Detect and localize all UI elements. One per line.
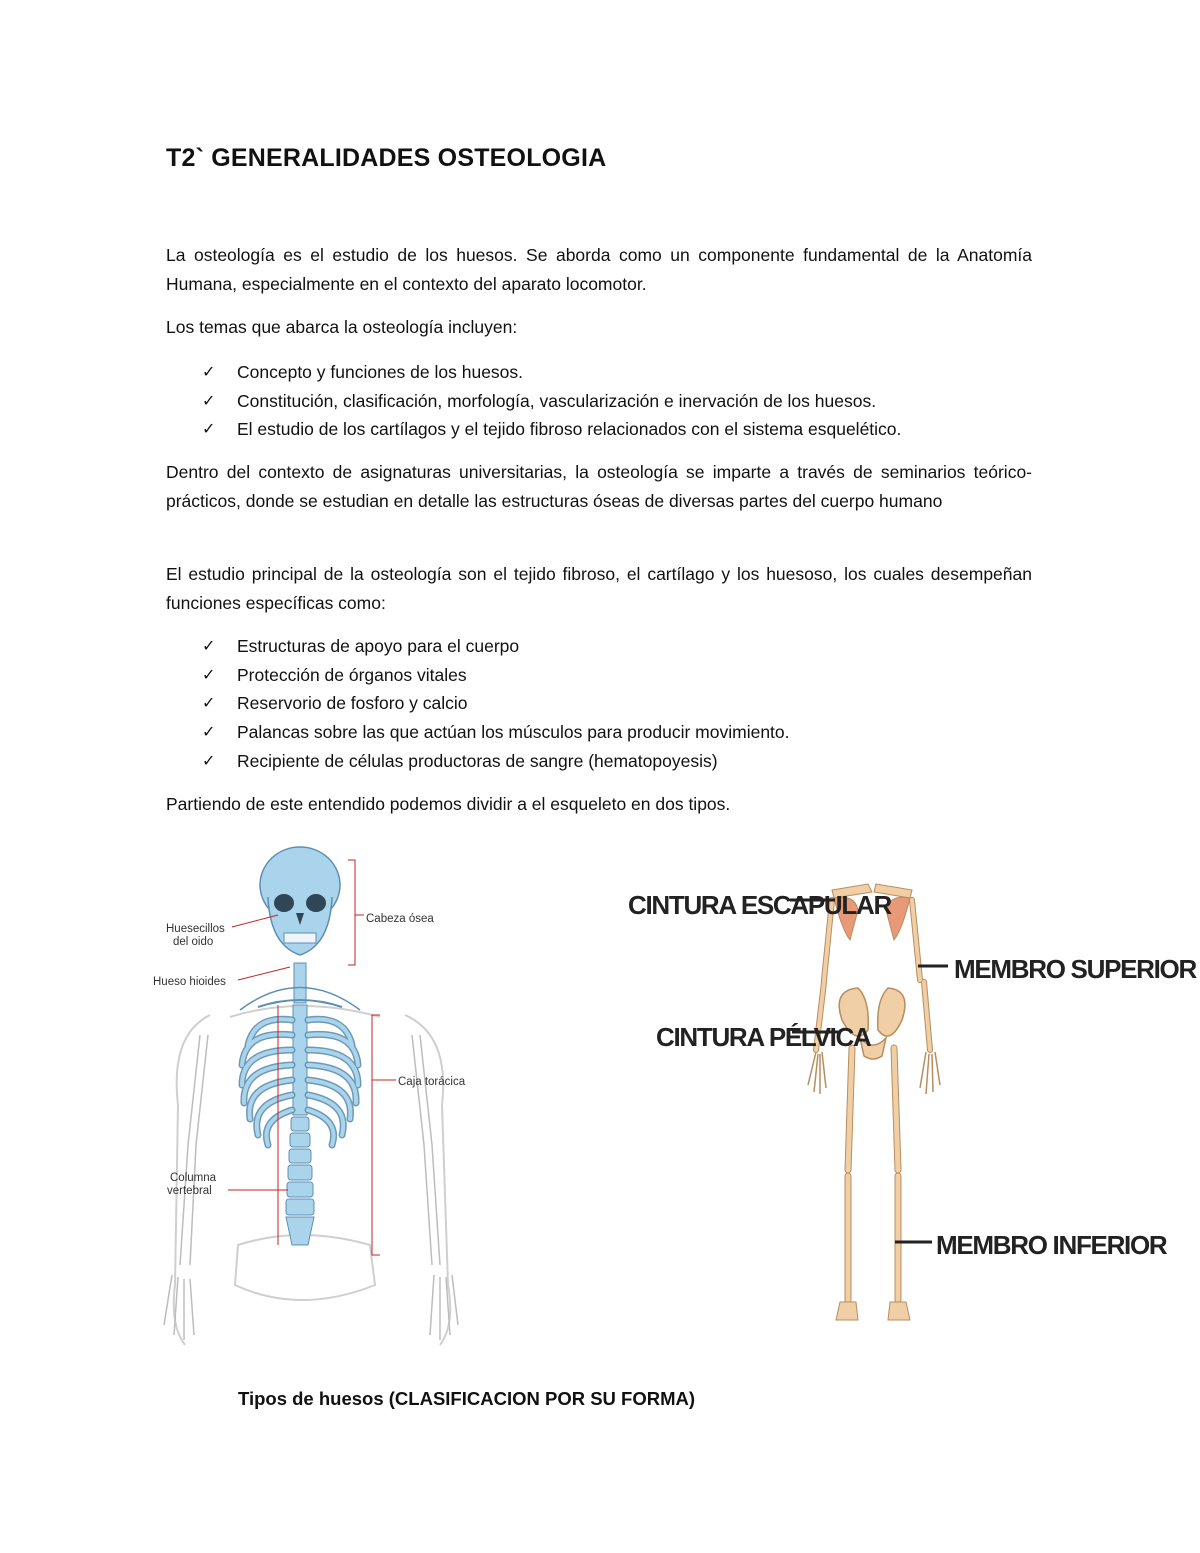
topic-text: Concepto y funciones de los huesos. (237, 362, 524, 382)
function-text: Estructuras de apoyo para el cuerpo (237, 636, 520, 656)
label-pointers (790, 900, 948, 1242)
page-title: T2` GENERALIDADES OSTEOLOGIA (166, 144, 607, 172)
label-hueso-hioides: Hueso hioides (153, 976, 226, 988)
list-item (166, 415, 1046, 444)
check-icon: ✓ (202, 722, 216, 742)
topics-lead: Los temas que abarca la osteología incluyen: (166, 317, 518, 337)
feet (836, 1302, 910, 1320)
label-del-oido: del oido (173, 936, 214, 948)
list-item (166, 358, 1046, 387)
function-text: Protección de órganos vitales (237, 664, 467, 685)
check-icon: ✓ (202, 390, 216, 410)
label-cintura-pelvica: CINTURA PÉLVICA (656, 1022, 871, 1052)
list-item (166, 661, 1046, 690)
check-icon: ✓ (202, 636, 216, 655)
division-paragraph: Partiendo de este entendido podemos dividir a el esqueleto en dos tipos. (166, 794, 731, 814)
intro-paragraph: La osteología es el estudio de los huesos. Se aborda como un componente fundamental de la Anatomía Humana, especialmente en el contexto del aparato locomotor. (166, 245, 1032, 294)
label-caja-toracica: Caja torácica (398, 1076, 466, 1088)
label-columna: Columna (170, 1172, 217, 1184)
label-membro-inferior: MEMBRO INFERIOR (936, 1230, 1167, 1260)
skull (260, 847, 340, 955)
label-cabeza-osea: Cabeza ósea (366, 913, 434, 925)
label-vertebral: vertebral (167, 1185, 212, 1197)
label-huesecillos: Huesecillos (166, 923, 225, 935)
list-item (166, 387, 1046, 416)
figure-caption: Tipos de huesos (CLASIFICACION POR SU FORMA) (238, 1388, 696, 1409)
topic-text: El estudio de los cartílagos y el tejido fibroso relacionados con el sistema esquelético. (237, 419, 902, 440)
check-icon: ✓ (202, 664, 216, 684)
label-membro-superior: MEMBRO SUPERIOR (954, 954, 1196, 984)
topic-text: Constitución, clasificación, morfología, vascularización e inervación de los huesos. (237, 390, 877, 411)
label-cintura-escapular: CINTURA ESCAPULAR (628, 890, 891, 920)
function-text: Palancas sobre las que actúan los músculos para producir movimiento. (237, 722, 790, 743)
vertebral-column (286, 1117, 314, 1245)
check-icon: ✓ (202, 693, 216, 713)
lower-limbs (848, 1048, 898, 1300)
topics-list (166, 358, 1046, 444)
check-icon: ✓ (202, 750, 216, 770)
list-item (166, 747, 1046, 776)
axial-skeleton-figure (150, 845, 490, 1365)
list-item (166, 718, 1046, 747)
list-item (166, 632, 1046, 661)
functions-lead: El estudio principal de la osteología son el tejido fibroso, el cartílago y los huesoso, los cuales desempeñan funciones específicas como: (166, 564, 1032, 613)
context-paragraph: Dentro del contexto de asignaturas universitarias, la osteología se imparte a través de seminarios teórico-prácticos, donde se estudian en detalle las estructuras óseas de diversas partes del cuerpo humano (166, 462, 1032, 511)
function-text: Recipiente de células productoras de sangre (hematopoyesis) (237, 750, 718, 771)
list-item (166, 689, 1046, 718)
appendicular-skeleton-figure (620, 870, 1196, 1330)
check-icon: ✓ (202, 362, 216, 381)
function-text: Reservorio de fosforo y calcio (237, 693, 468, 714)
check-icon: ✓ (202, 419, 216, 439)
functions-list (166, 632, 1046, 776)
